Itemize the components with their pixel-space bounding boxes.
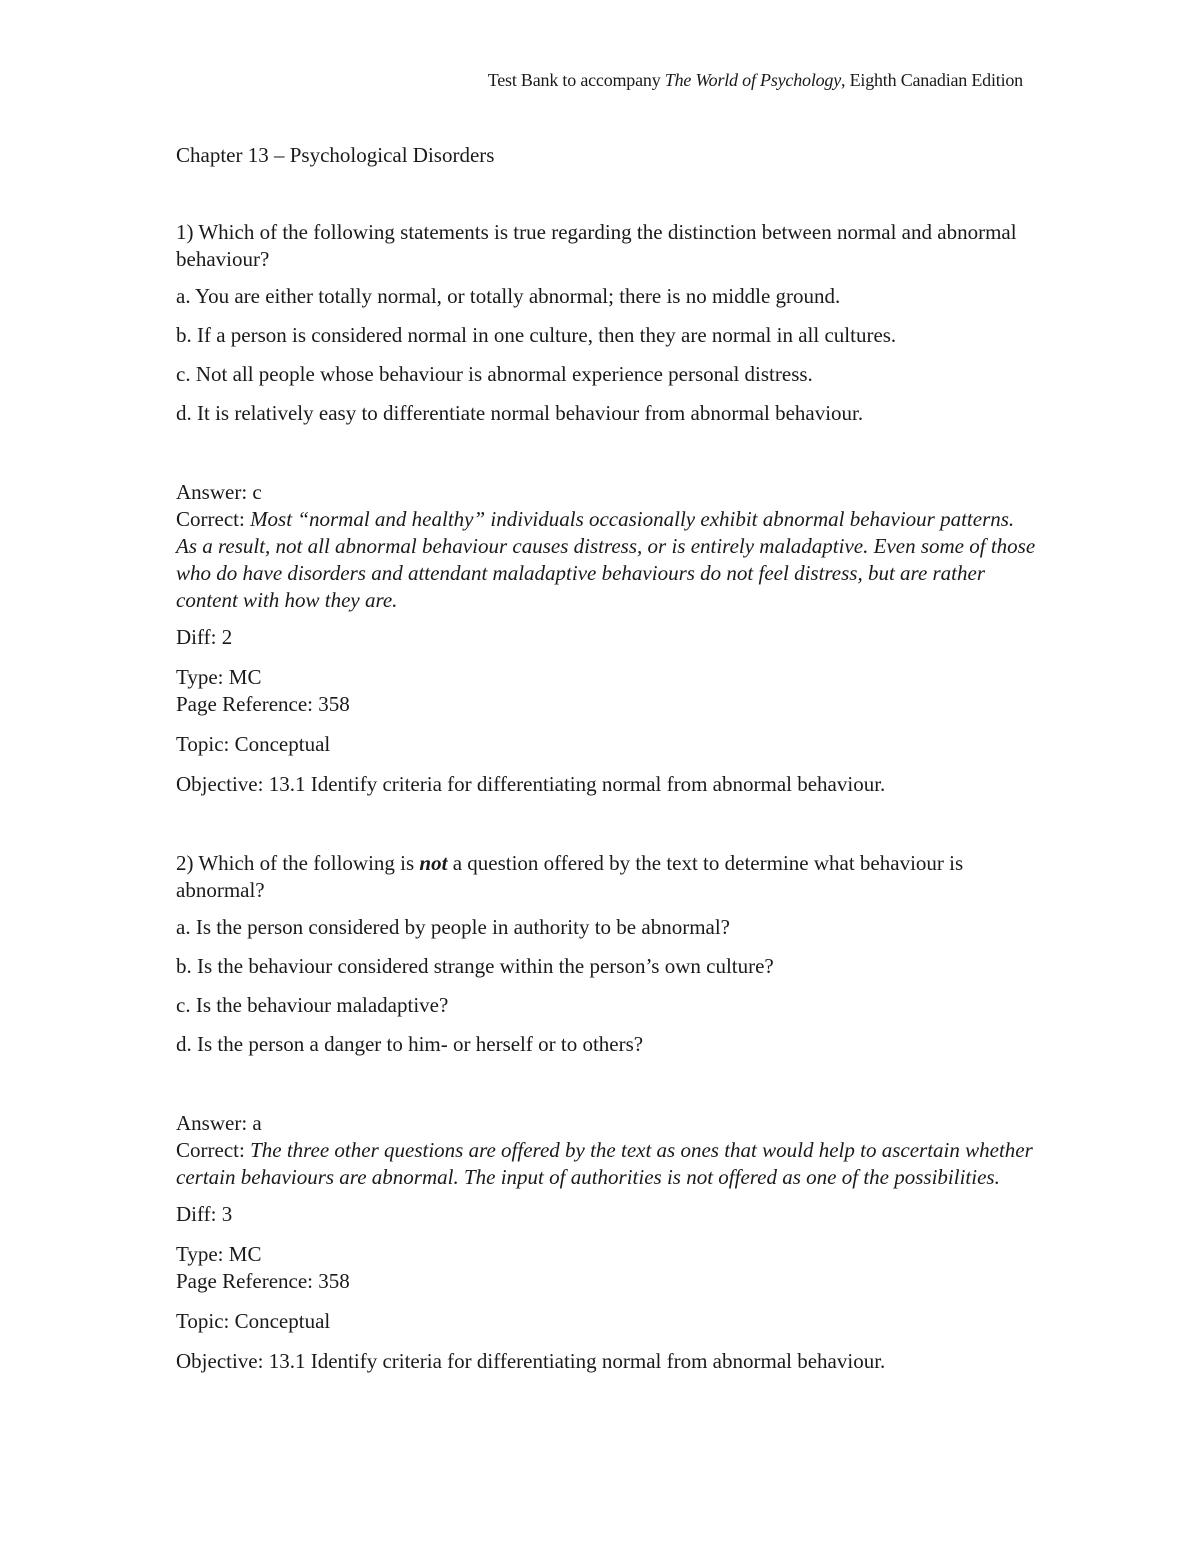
difficulty: Diff: 2 — [176, 625, 233, 649]
correct-label: Correct: — [176, 507, 251, 531]
difficulty: Diff: 3 — [176, 1202, 233, 1226]
objective: Objective: 13.1 Identify criteria for differentiating normal from abnormal behaviour. — [176, 1349, 886, 1373]
answer-rationale — [176, 506, 1036, 614]
option-a: a. You are either totally normal, or totally abnormal; there is no middle ground. — [176, 284, 841, 308]
option-c: c. Not all people whose behaviour is abnormal experience personal distress. — [176, 362, 813, 386]
objective: Objective: 13.1 Identify criteria for differentiating normal from abnormal behaviour. — [176, 772, 886, 796]
stem-suffix: a question offered by the text to determine what behaviour is abnormal? — [176, 851, 964, 902]
question-2 — [176, 850, 1036, 1375]
question-stem: 1) Which of the following statements is true regarding the distinction between normal and abnormal behaviour? — [176, 220, 1017, 271]
header-book-title: The World of Psychology — [664, 70, 842, 90]
question-type: Type: MC — [176, 665, 262, 689]
correct-label: Correct: — [176, 1138, 251, 1162]
option-d: d. It is relatively easy to differentiate normal behaviour from abnormal behaviour. — [176, 401, 864, 425]
stem-emphasis: not — [419, 851, 448, 875]
question-stem — [176, 850, 1036, 904]
running-header — [488, 70, 1023, 91]
answer-block — [176, 479, 1036, 798]
option-b: b. Is the behaviour considered strange within the person’s own culture? — [176, 954, 774, 978]
answer-rationale — [176, 1137, 1036, 1191]
document-body — [176, 142, 1036, 1388]
page-reference: Page Reference: 358 — [176, 1269, 350, 1293]
option-a: a. Is the person considered by people in authority to be abnormal? — [176, 915, 730, 939]
header-suffix: , Eighth Canadian Edition — [841, 70, 1023, 90]
page-reference: Page Reference: 358 — [176, 692, 350, 716]
option-c: c. Is the behaviour maladaptive? — [176, 993, 449, 1017]
question-type: Type: MC — [176, 1242, 262, 1266]
chapter-title: Chapter 13 – Psychological Disorders — [176, 143, 495, 167]
answer-key: Answer: a — [176, 1111, 262, 1135]
topic: Topic: Conceptual — [176, 732, 331, 756]
answer-key: Answer: c — [176, 480, 262, 504]
option-d: d. Is the person a danger to him- or herself or to others? — [176, 1032, 644, 1056]
explanation-text: The three other questions are offered by the text as ones that would help to ascertain whether certain behaviours are abnormal. The input of authorities is not offered as one of the possibilities. — [176, 1138, 1033, 1189]
explanation-text: Most “normal and healthy” individuals occasionally exhibit abnormal behaviour patterns. As a result, not all abnormal behaviour causes distress, or is entirely maladaptive. Even some of those who do have disorders and attendant maladaptive behaviours do not feel distress, but are rather content with how they are. — [176, 507, 1036, 612]
stem-prefix: 2) Which of the following is — [176, 851, 420, 875]
answer-block — [176, 1110, 1036, 1375]
question-1 — [176, 219, 1036, 798]
option-b: b. If a person is considered normal in one culture, then they are normal in all cultures. — [176, 323, 897, 347]
topic: Topic: Conceptual — [176, 1309, 331, 1333]
header-prefix: Test Bank to accompany — [487, 70, 665, 90]
